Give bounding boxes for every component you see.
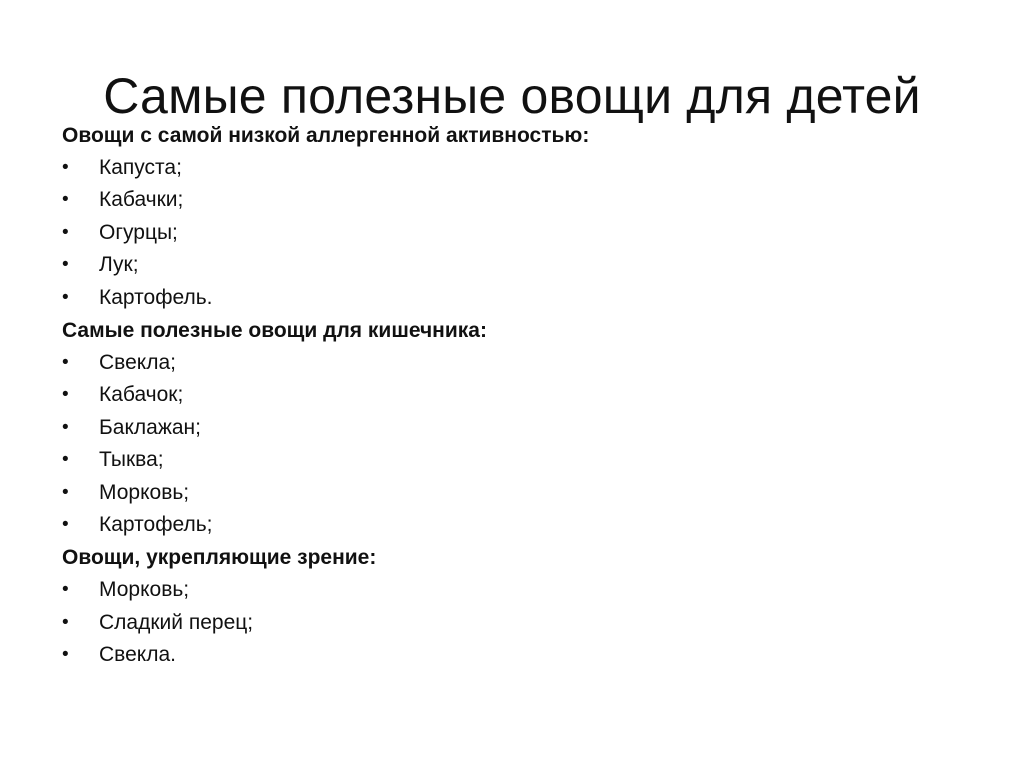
slide-content (62, 119, 962, 671)
list-item (62, 607, 962, 639)
list-item (62, 152, 962, 184)
section-gut-health (62, 314, 962, 541)
list-item-label: Свекла. (99, 643, 176, 667)
list-item-label: Тыква; (99, 448, 164, 472)
list-item-label: Картофель. (99, 285, 213, 309)
bullet-icon: • (62, 286, 69, 308)
bullet-icon: • (62, 611, 69, 633)
list-item-label: Огурцы; (99, 220, 178, 244)
bullet-icon: • (62, 416, 69, 438)
section-low-allergen (62, 119, 962, 314)
list-item-label: Свекла; (99, 350, 176, 374)
bullet-icon: • (62, 513, 69, 535)
bullet-icon: • (62, 644, 69, 666)
slide-title: Самые полезные овощи для детей (103, 68, 921, 124)
bullet-icon: • (62, 579, 69, 601)
section-vision (62, 541, 962, 671)
list-item (62, 184, 962, 216)
bullet-icon: • (62, 449, 69, 471)
list-item (62, 477, 962, 509)
list-item-label: Лук; (99, 253, 139, 277)
section-heading: Овощи, укрепляющие зрение: (62, 546, 377, 570)
list-item-label: Капуста; (99, 156, 182, 179)
list-item-label: Кабачок; (99, 383, 184, 407)
bullet-icon: • (62, 351, 69, 373)
section-heading: Овощи с самой низкой аллергенной активностью: (62, 124, 590, 147)
item-list (62, 152, 962, 314)
list-item (62, 282, 962, 314)
list-item (62, 574, 962, 606)
bullet-icon: • (62, 254, 69, 276)
list-item-label: Картофель; (99, 512, 213, 536)
list-item-label: Баклажан; (99, 415, 201, 439)
item-list (62, 347, 962, 541)
bullet-icon: • (62, 384, 69, 406)
list-item (62, 509, 962, 541)
bullet-icon: • (62, 221, 69, 243)
list-item-label: Морковь; (99, 480, 190, 504)
list-item (62, 249, 962, 281)
list-item-label: Кабачки; (99, 188, 184, 212)
list-item-label: Морковь; (99, 578, 190, 602)
bullet-icon: • (62, 157, 69, 178)
list-item (62, 444, 962, 476)
list-item (62, 639, 962, 671)
list-item (62, 379, 962, 411)
item-list (62, 574, 962, 671)
section-heading: Самые полезные овощи для кишечника: (62, 318, 487, 342)
list-item-label: Сладкий перец; (99, 610, 254, 634)
list-item (62, 412, 962, 444)
list-item (62, 217, 962, 249)
bullet-icon: • (62, 189, 69, 211)
list-item (62, 347, 962, 379)
bullet-icon: • (62, 481, 69, 503)
